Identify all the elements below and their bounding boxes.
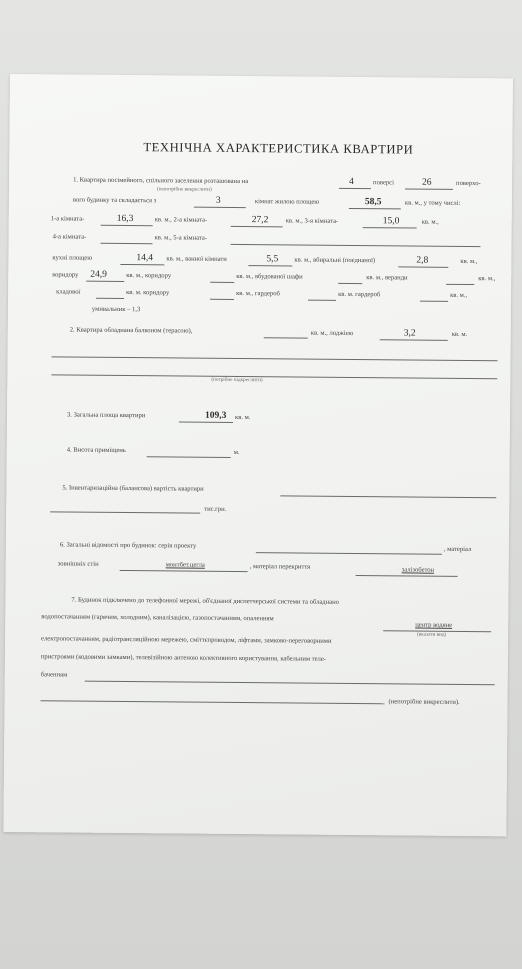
s2-line-2	[51, 374, 497, 379]
s1-kitchen-label: кухні площею	[52, 254, 93, 262]
s1-wc-line	[398, 266, 448, 267]
s1-store-label: кладової	[56, 288, 81, 296]
s2-text: 2. Квартира обладнана балконом (терасою),	[69, 326, 193, 335]
s1-note: (непотрібне викреслити)	[156, 186, 212, 193]
s1-r2-label: кв. м., 2-а кімната-	[154, 216, 208, 224]
s1-bath-line	[248, 265, 292, 266]
s1-kvm2: кв. м.,	[478, 275, 496, 283]
s1-kitchen: 14,4	[136, 253, 154, 264]
s1-wardrobe-label: кв. м., вбудованої шафи	[236, 272, 303, 281]
s1-gard2-line	[420, 301, 448, 302]
s1-kv-m: кв. м.,	[460, 257, 478, 266]
s1-floors: 26	[422, 177, 432, 188]
s1-wc: 2,8	[416, 255, 429, 266]
s1-r1-line	[101, 225, 153, 226]
s1-veranda-label: кв. м., веранди	[366, 274, 408, 282]
s4-text: 4. Висота приміщень	[66, 446, 126, 455]
s1-bath: 5,5	[266, 254, 279, 265]
s2-unit: кв. м.	[451, 330, 468, 338]
s1-text-c: поверхо-	[456, 179, 481, 188]
s2-label: кв. м., лоджією	[310, 329, 354, 338]
s1-r4-line	[101, 243, 153, 244]
s2-line-1	[52, 356, 498, 361]
s1-kvm3: кв. м.,	[450, 291, 468, 299]
s1-living-line	[349, 208, 401, 209]
s6-walls-line	[120, 570, 248, 572]
s7-line-2: водопостачанням (гарячим, холодним), каналізацією, газопостачанням, опаленням	[41, 613, 274, 623]
s1-rooms-line	[194, 207, 246, 208]
s7-line-5: баченням	[40, 671, 68, 679]
s3-unit: кв. м.	[234, 413, 251, 422]
s6-series-line	[256, 552, 442, 555]
s1-kitchen-line	[120, 264, 164, 265]
s7-line-a	[85, 681, 495, 686]
s1-wc-label: кв. м., вбиральні (поєднаної)	[294, 256, 376, 265]
s3-area: 109,3	[204, 410, 227, 421]
s7-line-b	[41, 700, 385, 704]
s1-r3-label: кв. м., 3-я кімната-	[285, 217, 339, 225]
document-page	[3, 74, 513, 836]
s1-text-f: кв. м., у тому числі:	[404, 199, 461, 207]
s1-bath-label: кв. м., ванної кімнати	[166, 255, 227, 263]
s1-corr3-label: кв. м. коридору	[126, 289, 170, 297]
s6-text: 6. Загальні відомості про будинок: серія проекту	[59, 541, 197, 550]
s1-store-line	[96, 298, 124, 299]
s7-heating-note: (вказати вид)	[417, 631, 447, 638]
s1-r5-label: кв. м., 5-а кімната-	[154, 234, 207, 242]
s4-unit: м.	[233, 448, 240, 457]
s1-r2: 27,2	[251, 215, 269, 226]
s3-text: 3. Загальна площа квартири	[66, 411, 146, 420]
s5-unit: тис.грн.	[204, 505, 227, 513]
s7-heating: центр водяне	[415, 621, 453, 629]
s5-line-1	[280, 495, 496, 498]
document-title: ТЕХНІЧНА ХАРАКТЕРИСТИКА КВАРТИРИ	[143, 140, 414, 157]
s1-floors-line	[405, 188, 453, 189]
s1-text-b: поверсі	[373, 179, 394, 187]
s1-text-e: кімнат жилою площею	[254, 198, 320, 206]
s2-note: (потрібне підкреслити)	[211, 376, 263, 384]
s1-corr: 24,9	[90, 269, 107, 280]
s1-wardrobe-line	[338, 283, 362, 284]
s2-balcony-line	[264, 337, 308, 338]
s3-area-line	[179, 421, 233, 422]
s1-text-a: 1. Квартира посімейного, спільного заселення розташована на	[73, 176, 249, 186]
s7-line-3: електропостачанням, радіотрансляційною мережею, сміттєпроводом, ліфтами, замково-переговорними	[41, 635, 332, 645]
s1-gard2-label: кв. м. гардероб	[338, 290, 381, 299]
s1-r3: 15,0	[382, 216, 400, 227]
s1-r1-label: 1-а кімната-	[50, 215, 85, 223]
s7-end: (непотрібне викреслити).	[388, 698, 460, 706]
s2-loggia-line	[380, 339, 448, 341]
s1-veranda-line	[446, 284, 474, 285]
s1-r1: 16,3	[116, 213, 134, 225]
s6-walls-label: зовнішніх стін	[57, 560, 99, 568]
s6-floors: залізобетон	[401, 566, 435, 574]
s1-r5-line	[231, 244, 481, 247]
s5-line-2	[50, 511, 200, 513]
s1-corr-label: коридору	[52, 271, 79, 279]
s6-floors-line	[356, 575, 458, 577]
s5-text: 5. Інвентаризаційна (балансова) вартість квартири	[62, 484, 204, 493]
s1-corr-line	[86, 281, 124, 282]
s4-line	[147, 456, 231, 458]
s1-r2-line	[231, 226, 283, 227]
s1-gard-label: кв. м., гардероб	[236, 289, 280, 298]
s2-loggia: 3,2	[403, 328, 416, 339]
s1-r4-label: 4-а кімната-	[52, 233, 87, 241]
s1-floor: 4	[349, 176, 354, 188]
s1-kvm: кв. м.,	[421, 218, 439, 226]
s6-floors-label: , матеріал перекриття	[249, 563, 311, 571]
s1-floor-line	[339, 188, 371, 189]
s1-living: 58,5	[364, 197, 382, 208]
s1-text-d: вого будинку та складається з	[72, 196, 157, 205]
s1-sinks: умивальник – 1,3	[91, 305, 141, 314]
s1-corr3-line	[210, 299, 234, 300]
s7-line-4: пристроями (кодовими замками), телевізійною антеною колективного користування, кабельним теле-	[40, 653, 326, 663]
s7-line-1: 7. Будинок підключено до телефонної мережі, об'єднаної диспетчерської системи та обладнано	[71, 596, 339, 606]
s6-walls: монтбет.цегла	[165, 561, 205, 569]
s1-r3-line	[363, 227, 417, 228]
s1-corr2-label: кв. м., коридору	[126, 272, 172, 280]
s1-gard-line	[308, 300, 336, 301]
s1-corr2-line	[210, 282, 234, 283]
s1-rooms: 3	[215, 195, 221, 206]
s6-mat: , матеріал	[443, 545, 472, 554]
